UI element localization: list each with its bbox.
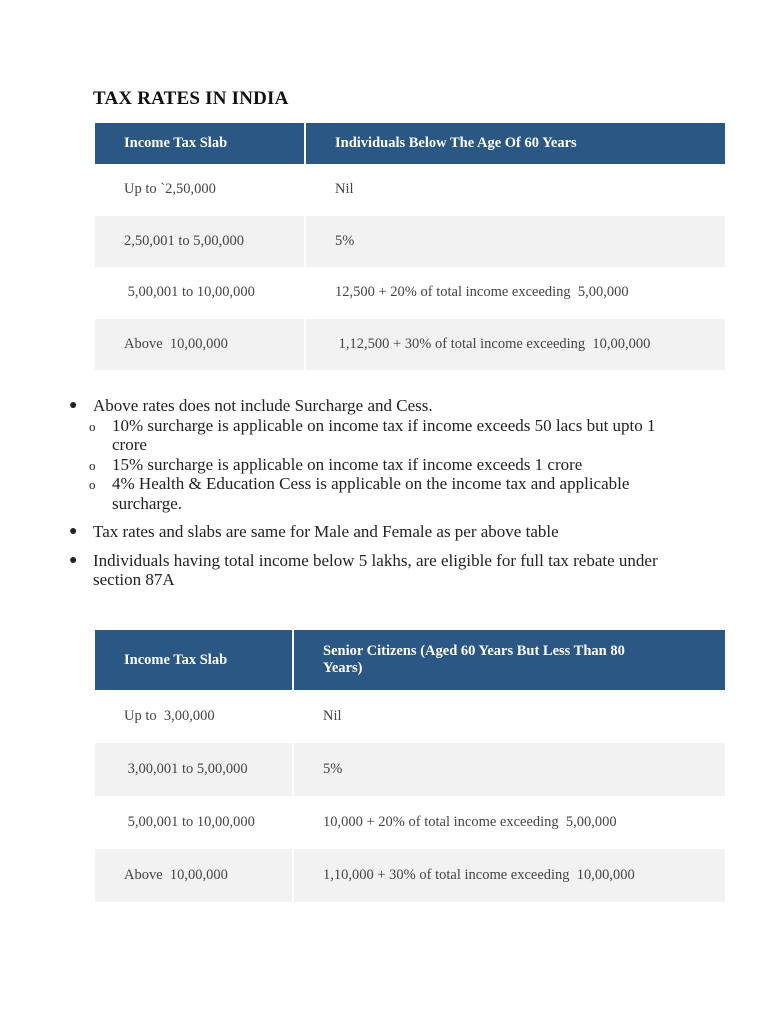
note-sub-1: 10% surcharge is applicable on income tax if income exceeds 50 lacs but upto 1 crore xyxy=(112,415,656,454)
spacer xyxy=(0,542,768,551)
circle-bullet-icon: o xyxy=(89,477,96,492)
bullet-icon: ● xyxy=(69,524,78,539)
bullet-icon: ● xyxy=(69,552,78,568)
note-third: Individuals having total income below 5 lakhs, are eligible for full tax rebate under section 87A xyxy=(93,550,658,589)
table-row xyxy=(95,690,725,743)
tax-notes xyxy=(0,396,768,590)
table-row xyxy=(95,267,725,319)
table-row xyxy=(95,743,725,796)
rate-cell: Nil xyxy=(305,164,725,216)
rate-cell: 1,10,000 + 30% of total income exceeding 10,00,000 xyxy=(293,849,725,902)
slab-cell: 3,00,001 to 5,00,000 xyxy=(95,743,293,796)
tax-table-senior-citizens xyxy=(95,630,725,902)
header-individuals-below-60: Individuals Below The Age Of 60 Years xyxy=(305,123,725,164)
rate-cell: 1,12,500 + 30% of total income exceeding 10,00,000 xyxy=(305,319,725,371)
slab-cell: 2,50,001 to 5,00,000 xyxy=(95,216,305,268)
list-item xyxy=(0,522,663,542)
table-row xyxy=(95,216,725,268)
header-income-tax-slab: Income Tax Slab xyxy=(95,630,293,690)
rate-cell: 5% xyxy=(305,216,725,268)
circle-bullet-icon: o xyxy=(89,418,96,434)
header-senior-citizens: Senior Citizens (Aged 60 Years But Less Than 80 Years) xyxy=(293,630,725,690)
table-row xyxy=(95,164,725,216)
note-main: Above rates does not include Surcharge and Cess. xyxy=(93,396,433,415)
table-header-row xyxy=(95,123,725,164)
list-item xyxy=(0,474,667,513)
rate-cell: 10,000 + 20% of total income exceeding 5,00,000 xyxy=(293,796,725,849)
slab-cell: 5,00,001 to 10,00,000 xyxy=(124,284,255,301)
table-row xyxy=(95,319,725,371)
header-income-tax-slab: Income Tax Slab xyxy=(95,123,305,164)
table-row xyxy=(95,849,725,902)
circle-bullet-icon: o xyxy=(89,457,96,473)
slab-cell: Above 10,00,000 xyxy=(95,849,293,902)
rate-cell: 12,500 + 20% of total income exceeding 5,00,000 xyxy=(305,267,725,319)
table-header-row xyxy=(95,630,725,690)
list-item xyxy=(0,455,667,475)
note-sub-3: 4% Health & Education Cess is applicable on the income tax and applicable surcharge. xyxy=(112,474,630,513)
bullet-icon: ● xyxy=(69,398,78,413)
tax-table-below-60 xyxy=(95,123,725,370)
table-row xyxy=(95,796,725,849)
list-item xyxy=(0,416,667,455)
list-item xyxy=(0,396,663,513)
page-title: TAX RATES IN INDIA xyxy=(93,88,289,109)
rate-cell: 5% xyxy=(293,743,725,796)
slab-cell: Up to 3,00,000 xyxy=(124,708,215,724)
slab-cell: Above 10,00,000 xyxy=(95,319,305,371)
note-second: Tax rates and slabs are same for Male and Female as per above table xyxy=(93,522,559,541)
list-item xyxy=(0,551,663,590)
spacer xyxy=(0,513,768,522)
note-sub-2: 15% surcharge is applicable on income tax if income exceeds 1 crore xyxy=(112,454,583,474)
slab-cell: Up to `2,50,000 xyxy=(124,181,216,198)
rate-cell: Nil xyxy=(293,690,725,743)
slab-cell: 5,00,001 to 10,00,000 xyxy=(124,814,255,830)
